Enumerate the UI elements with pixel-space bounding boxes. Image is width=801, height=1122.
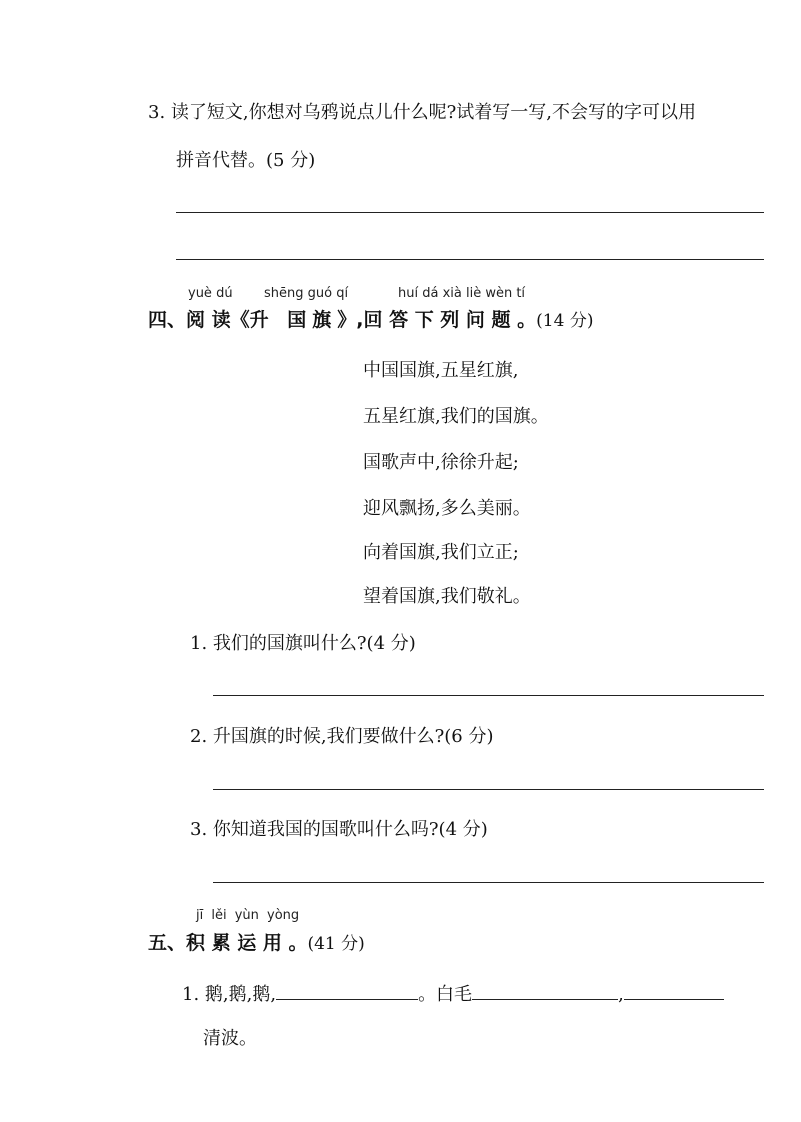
section-5-question-1: [182, 980, 724, 1006]
heading-prefix: 四、阅 读《: [148, 309, 250, 331]
poem-line: 国歌声中,徐徐升起;: [363, 452, 519, 473]
fill-blank[interactable]: [472, 982, 618, 1000]
poem-line: 向着国旗,我们立正;: [363, 542, 519, 563]
answer-line[interactable]: [213, 882, 764, 883]
poem-line: 五星红旗,我们的国旗。: [363, 406, 549, 427]
q1-start: 1. 鹅,鹅,鹅,: [182, 984, 277, 1005]
poem-line: 中国国旗,五星红旗,: [363, 360, 519, 381]
question-3-text: 3. 读了短文,你想对乌鸦说点儿什么呢?试着写一写,不会写的字可以用: [148, 102, 696, 123]
poem-line: 望着国旗,我们敬礼。: [363, 586, 531, 607]
heading-text: 五、积 累 运 用 。: [148, 932, 308, 954]
section-4-question-3: 3. 你知道我国的国歌叫什么吗?(4 分): [190, 819, 488, 840]
section-4-question-1: 1. 我们的国旗叫什么?(4 分): [190, 633, 416, 654]
pinyin-yuedu: yuè dú: [188, 286, 233, 301]
heading-title: 升 国旗: [249, 309, 338, 331]
answer-line[interactable]: [176, 259, 764, 260]
fill-blank[interactable]: [624, 982, 724, 1000]
answer-line[interactable]: [176, 212, 764, 213]
answer-line[interactable]: [213, 695, 764, 696]
pinyin-huidaxialiewenti: huí dá xià liè wèn tí: [398, 286, 526, 301]
pinyin-shengguoqi: shēng guó qí: [264, 286, 349, 301]
answer-line[interactable]: [213, 789, 764, 790]
question-3-continuation: 拼音代替。(5 分): [176, 150, 316, 171]
q1-mid: 。白毛: [418, 984, 473, 1005]
section-5-score: (41 分): [307, 934, 365, 954]
fill-blank[interactable]: [276, 982, 418, 1000]
section-5-question-1-end: 清波。: [203, 1028, 257, 1049]
section-4-heading: [148, 305, 593, 332]
pinyin-jileiyunyong: jī lěi yùn yòng: [196, 908, 300, 923]
section-5-heading: [148, 928, 365, 955]
q1-comma: ,: [618, 984, 624, 1005]
poem-line: 迎风飘扬,多么美丽。: [363, 498, 531, 519]
heading-suffix: 》,回 答 下 列 问 题 。: [337, 309, 537, 331]
section-4-score: (14 分): [536, 311, 594, 331]
section-4-question-2: 2. 升国旗的时候,我们要做什么?(6 分): [190, 726, 494, 747]
